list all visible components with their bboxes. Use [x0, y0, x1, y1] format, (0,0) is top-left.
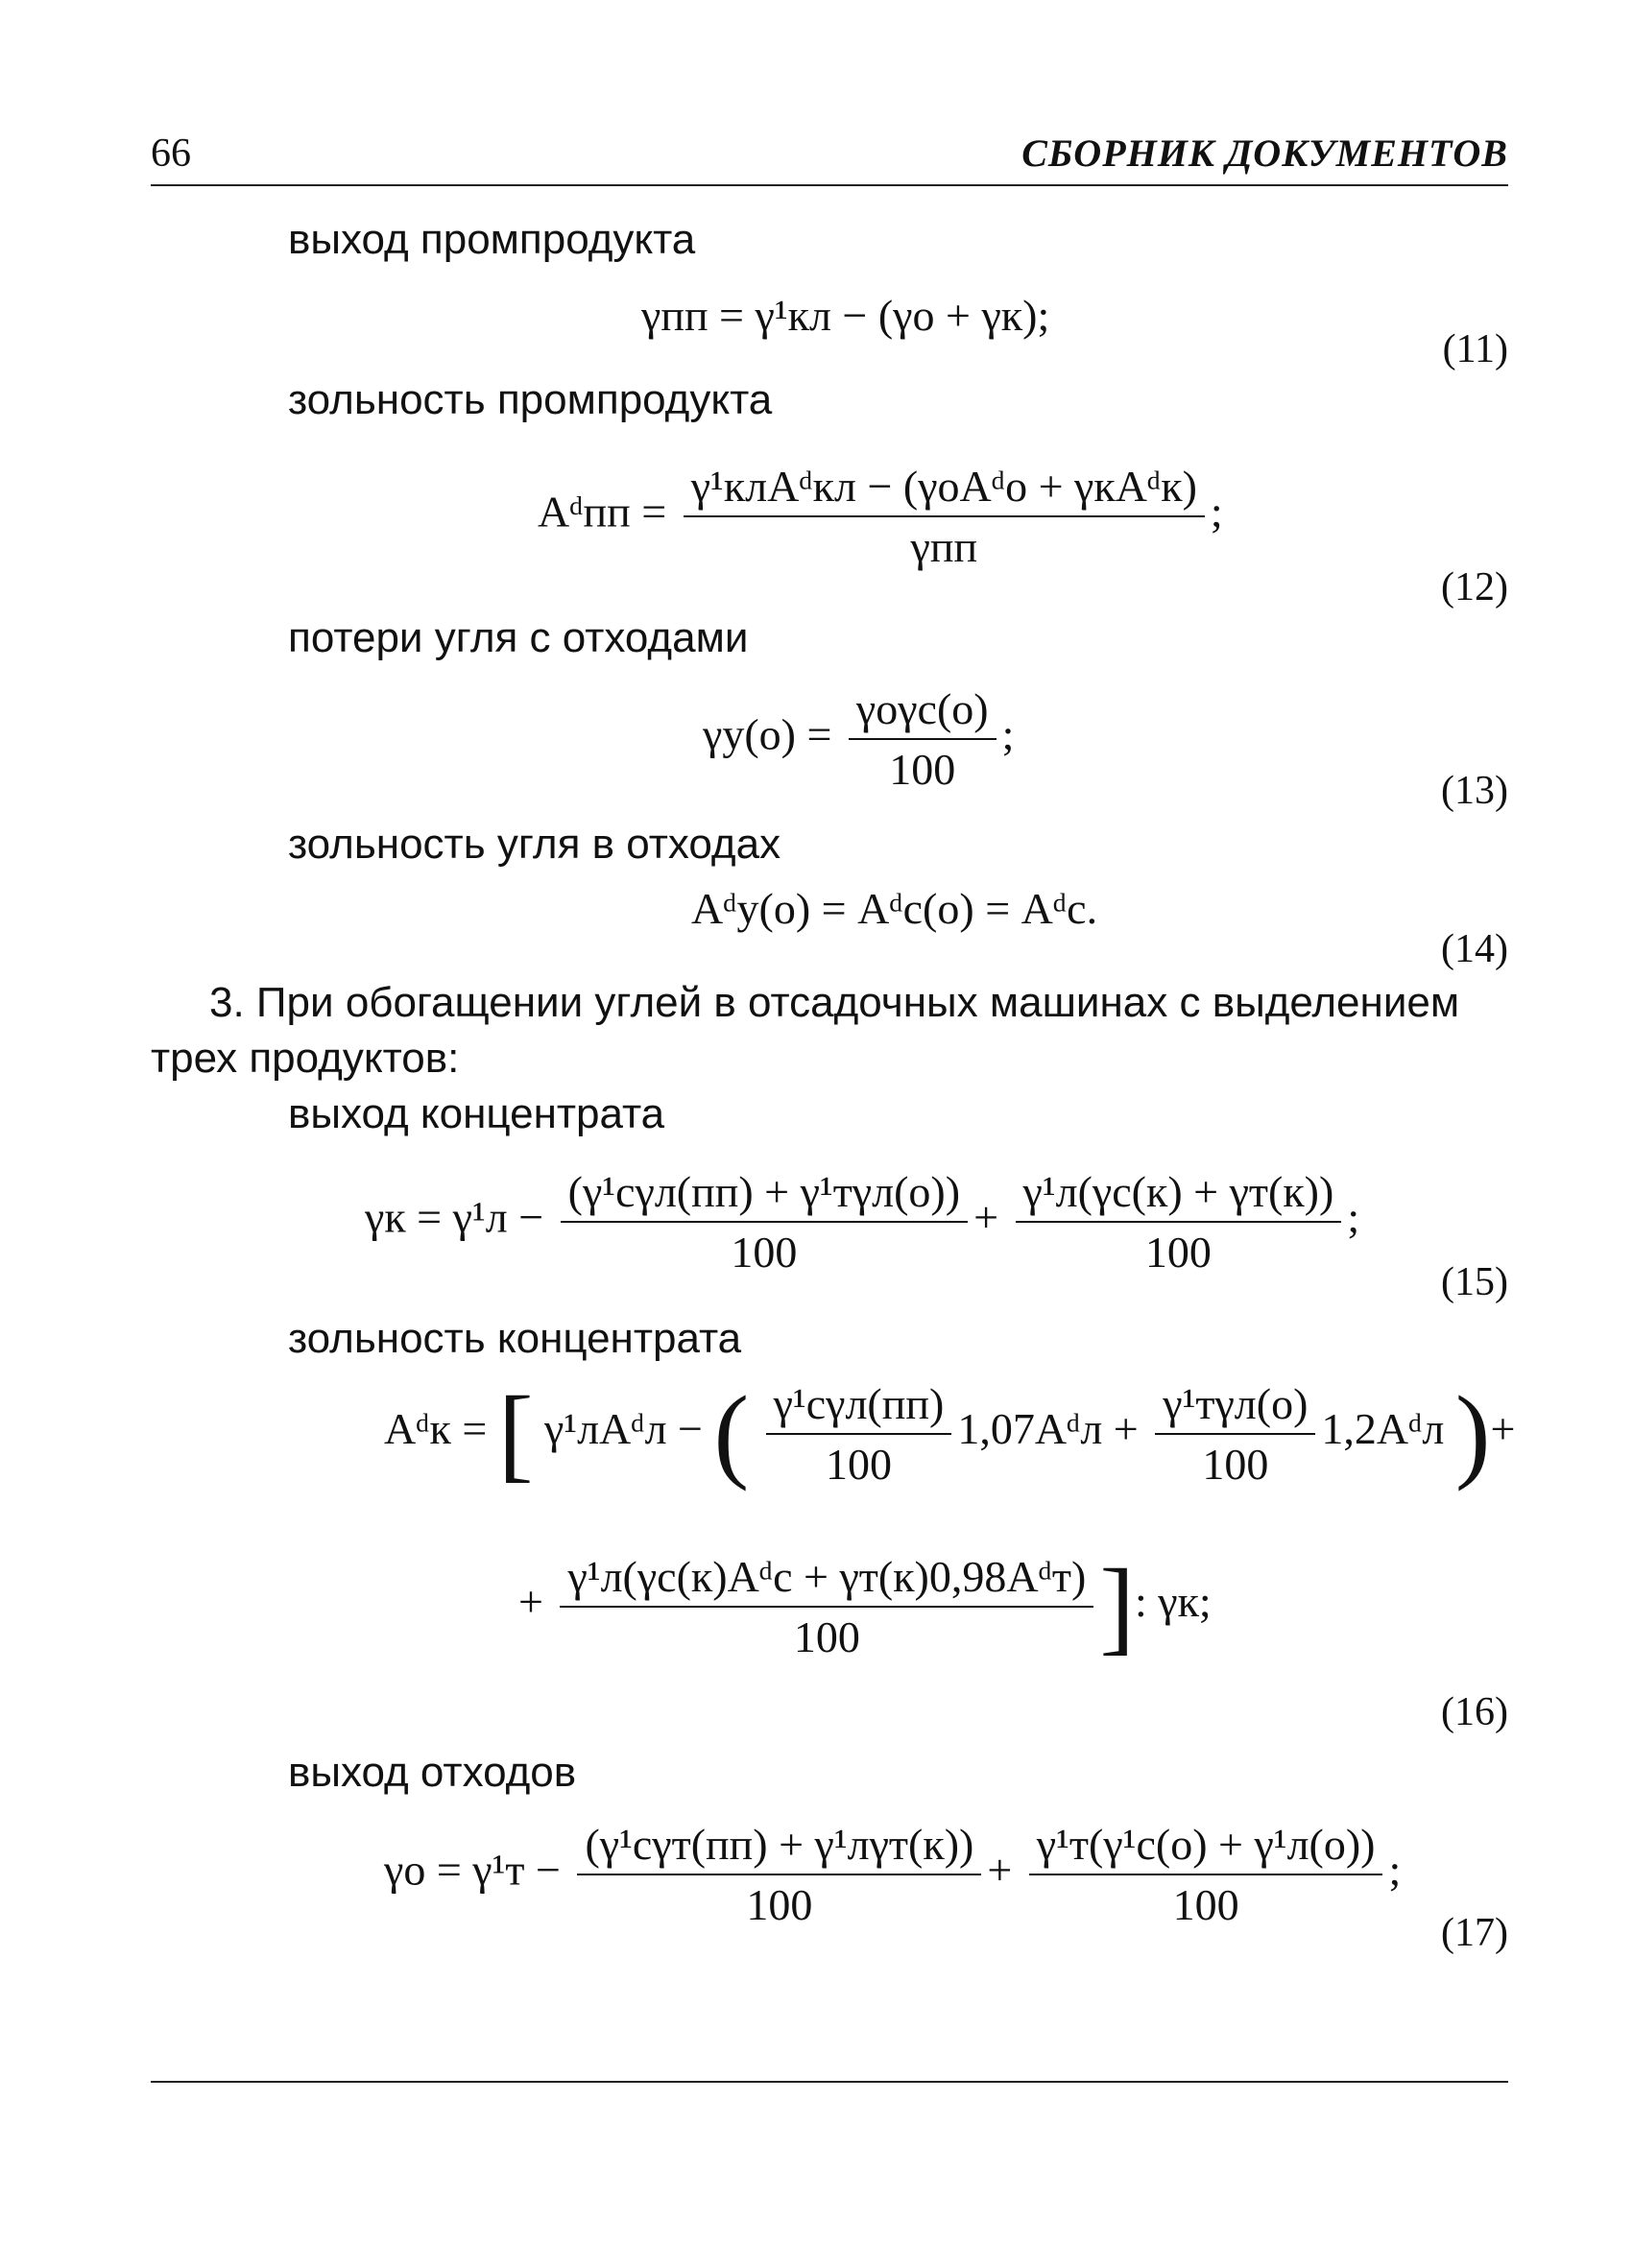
formula-16-open-bracket: [ — [497, 1374, 534, 1492]
eq-number-13: (13) — [1441, 769, 1508, 813]
formula-15-numerator-1: (γ¹сγл(пп) + γ¹тγл(о)) — [567, 1167, 961, 1216]
formula-16-line-2 — [518, 1545, 1212, 1667]
formula-15-fraction-2 — [1016, 1166, 1342, 1277]
paragraph-3-line-2: трех продуктов: — [151, 1035, 460, 1082]
formula-16-fraction-1 — [766, 1378, 952, 1490]
running-title: СБОРНИК ДОКУМЕНТОВ — [1021, 131, 1508, 175]
formula-16-denominator-2: 100 — [1155, 1433, 1315, 1490]
eq-number-15: (15) — [1441, 1260, 1508, 1304]
paragraph-3-line-1: 3. При обогащении углей в отсадочных машинах с выделением — [209, 979, 1460, 1026]
formula-16-numerator-3: γ¹л(γс(к)Aᵈс + γт(к)0,98Aᵈт) — [567, 1551, 1087, 1601]
label-eq12: зольность промпродукта — [288, 376, 773, 423]
formula-17-semicolon: ; — [1388, 1845, 1402, 1895]
label-eq14: зольность угля в отходах — [288, 821, 781, 868]
formula-15-denominator-2: 100 — [1016, 1221, 1342, 1277]
label-eq11: выход промпродукта — [288, 216, 696, 263]
eq-number-16: (16) — [1441, 1690, 1508, 1734]
formula-12-semicolon: ; — [1210, 487, 1223, 537]
label-eq13: потери угля с отходами — [288, 614, 749, 661]
formula-16-close-bracket: ] — [1099, 1547, 1135, 1664]
formula-17-numerator-1: (γ¹сγт(пп) + γ¹лγт(к)) — [585, 1820, 974, 1869]
formula-17-denominator-2: 100 — [1029, 1874, 1383, 1930]
formula-16-coef-1: 1,07Aᵈл + — [957, 1404, 1139, 1454]
formula-16-open-paren: ( — [713, 1374, 750, 1492]
formula-15-semicolon: ; — [1347, 1192, 1360, 1242]
formula-17 — [384, 1819, 1401, 1930]
formula-13-denominator: 100 — [849, 738, 997, 795]
formula-14: Aᵈу(о) = Aᵈс(о) = Aᵈс. — [691, 884, 1098, 933]
formula-13-numerator: γоγс(о) — [855, 684, 989, 733]
formula-16-numerator-1: γ¹сγл(пп) — [773, 1378, 945, 1428]
formula-16-lhs: Aᵈк = — [384, 1404, 488, 1454]
eq-number-11: (11) — [1442, 327, 1508, 371]
label-eq16: зольность концентрата — [288, 1315, 742, 1362]
eq-number-12: (12) — [1441, 565, 1508, 609]
formula-16-division: : γк; — [1134, 1577, 1212, 1627]
formula-17-fraction-1 — [577, 1819, 981, 1930]
eq-number-14: (14) — [1441, 927, 1508, 971]
formula-17-numerator-2: γ¹т(γ¹с(о) + γ¹л(о)) — [1036, 1820, 1376, 1869]
page-number: 66 — [151, 131, 191, 176]
eq-number-17: (17) — [1441, 1911, 1508, 1955]
formula-12-fraction — [684, 461, 1205, 572]
formula-15 — [365, 1166, 1359, 1277]
formula-12 — [538, 461, 1223, 572]
formula-16-plus-2: + — [518, 1577, 543, 1627]
label-eq17: выход отходов — [288, 1749, 577, 1796]
formula-15-plus: + — [973, 1192, 999, 1242]
formula-12-numerator: γ¹клAᵈкл − (γоAᵈо + γкAᵈк) — [690, 462, 1197, 511]
formula-16-close-paren: ) — [1454, 1374, 1491, 1492]
formula-16-coef-2: 1,2Aᵈл — [1321, 1404, 1445, 1454]
formula-16-term-1: γ¹лAᵈл − — [543, 1404, 703, 1454]
formula-12-lhs: Aᵈпп = — [538, 487, 667, 537]
formula-12-denominator: γпп — [684, 515, 1205, 572]
formula-16-numerator-2: γ¹тγл(о) — [1163, 1378, 1309, 1428]
formula-15-fraction-1 — [561, 1166, 968, 1277]
formula-17-fraction-2 — [1029, 1819, 1383, 1930]
formula-16-fraction-3 — [560, 1551, 1093, 1662]
footer-rule — [151, 2081, 1508, 2083]
formula-17-plus: + — [987, 1845, 1013, 1895]
formula-16-fraction-2 — [1155, 1378, 1315, 1490]
formula-13-semicolon: ; — [1001, 709, 1015, 759]
formula-16-line-1 — [384, 1373, 1515, 1494]
formula-11: γпп = γ¹кл − (γо + γк); — [641, 291, 1050, 340]
formula-15-numerator-2: γ¹л(γс(к) + γт(к)) — [1022, 1167, 1334, 1216]
formula-13-lhs: γу(о) = — [703, 709, 832, 759]
header-rule — [151, 184, 1508, 186]
formula-13 — [703, 683, 1014, 795]
formula-16-plus-1: + — [1490, 1404, 1516, 1454]
formula-15-denominator-1: 100 — [561, 1221, 968, 1277]
formula-15-lhs: γк = γ¹л − — [365, 1192, 544, 1242]
formula-17-denominator-1: 100 — [577, 1874, 981, 1930]
formula-16-denominator-1: 100 — [766, 1433, 952, 1490]
label-eq15: выход концентрата — [288, 1090, 665, 1137]
formula-16-denominator-3: 100 — [560, 1606, 1093, 1662]
formula-13-fraction — [849, 683, 997, 795]
formula-17-lhs: γо = γ¹т − — [384, 1845, 561, 1895]
